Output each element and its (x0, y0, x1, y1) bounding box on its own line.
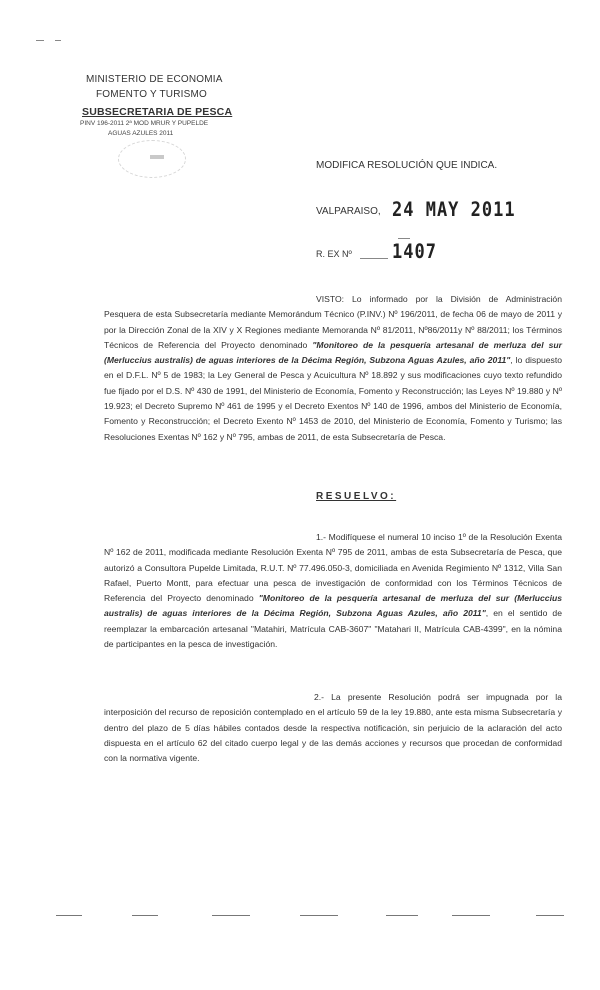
resolution-number-label: R. EX Nº (316, 249, 352, 259)
item-2-label: 2.- (314, 692, 325, 702)
date-stamp: 24 MAY 2011 (392, 198, 516, 222)
visto-paragraph (104, 292, 562, 445)
resolution-number-underline (360, 258, 388, 259)
footer-dash (536, 915, 564, 916)
item-1-text-b: , en el sentido de reemplazar la embarcación artesanal "Matahiri, Matrícula CAB-3607" "Matahari II, Matrícula CAB-4399", en la nómina de participantes en la pesca de investigación. (104, 608, 562, 650)
item-1-project-title: "Monitoreo de la pesquería artesanal de merluza del sur (Merluccius australis) de aguas interiores de la Décima Región, Subzona Aguas Azules, año 2011" (104, 593, 563, 619)
seal-mark (150, 155, 164, 159)
resolution-number: 1407 (392, 240, 437, 264)
visto-text-b: , lo dispuesto en el D.F.L. Nº 5 de 1983; la Ley General de Pesca y Acuicultura Nº 18.892 y sus modificaciones cuyo texto refundido fue fijado por el D.S. Nº 430 de 1991, del Ministerio de Economía, Fomento y Reconstrucción; las Leyes Nº 19.880 y Nº 19.923; el Decreto Supremo Nº 461 de 1995 y el Decreto Exentos Nº 140 de 1996, ambos del Ministerio de Economía, Fomento y Reconstrucción; el Decreto Exento Nº 1453 de 2010, del Ministerio de Economía, Fomento y Turismo; las Resoluciones Exentas Nº 162 y Nº 795, ambas de 2011, de esta Subsecretaría de Pesca. (104, 355, 562, 442)
ministry-line-1: MINISTERIO DE ECONOMIA (86, 74, 223, 85)
scan-speck (36, 40, 44, 41)
reference-line-1: PINV 196-2011 2ª MOD MRUR Y PUPELDE (80, 120, 209, 127)
visto-label: VISTO: (316, 294, 345, 304)
faded-seal-stamp (118, 140, 186, 178)
resolution-item-1 (104, 530, 562, 652)
reference-line-2: AGUAS AZULES 2011 (108, 130, 174, 137)
document-subject: MODIFICA RESOLUCIÓN QUE INDICA. (316, 160, 498, 171)
footer-dash (386, 915, 418, 916)
visto-project-title: "Monitoreo de la pesquería artesanal de merluza del sur (Merluccius australis) de aguas interiores de la Décima Región, Subzona Aguas Azules, año 2011" (104, 339, 562, 366)
subsecretaria-title: SUBSECRETARIA DE PESCA (82, 106, 233, 118)
item-1-label: 1.- (316, 532, 327, 542)
footer-dash (300, 915, 338, 916)
item-2-text: La presente Resolución podrá ser impugnada por la interposición del recurso de reposición contemplado en el artículo 59 de la ley 19.880, ante esta misma Subsecretaría y dentro del plazo de 5 días hábiles contados desde la respectiva notificación, sin perjuicio de la aclaración del acto dispuesta en el artículo 62 del citado cuerpo legal y de las demás acciones y recursos que procedan de conformidad con la normativa vigente. (104, 692, 562, 764)
footer-dash (132, 915, 158, 916)
resuelvo-heading: RESUELVO: (316, 491, 397, 502)
scan-speck (55, 40, 61, 41)
ministry-line-2: FOMENTO Y TURISMO (96, 89, 208, 100)
footer-dash (452, 915, 490, 916)
item-1-text-a: Modifíquese el numeral 10 inciso 1º de la Resolución Exenta Nº 162 de 2011, modificada mediante Resolución Exenta Nº 795 de 2011, ambas de esta Subsecretaría de Pesca, que autorizó a Consultora Pupelde Limitada, R.U.T. Nº 77.496.050-3, domiciliada en Avenida Regimiento Nº 1312, Villa San Rafael, Puerto Montt, para efectuar una pesca de investigación de conformidad con los Términos Técnicos de Referencia del Proyecto denominado (104, 532, 562, 604)
resolution-item-2 (104, 690, 562, 766)
place-label: VALPARAISO, (316, 206, 381, 217)
footer-dash (212, 915, 250, 916)
scan-speck (398, 238, 410, 239)
visto-text-a: Lo informado por la División de Administración Pesquera de esta Subsecretaría mediante Memorándum Técnico (P.INV.) Nº 196/2011, de fecha 06 de mayo de 2011 y por la Dirección Zonal de la XIV y X Regiones mediante Memoranda Nº 81/2011, Nº86/2011y Nº 88/2011; los Términos Técnicos de Referencia del Proyecto denominado (104, 294, 562, 350)
footer-dash (56, 915, 82, 916)
